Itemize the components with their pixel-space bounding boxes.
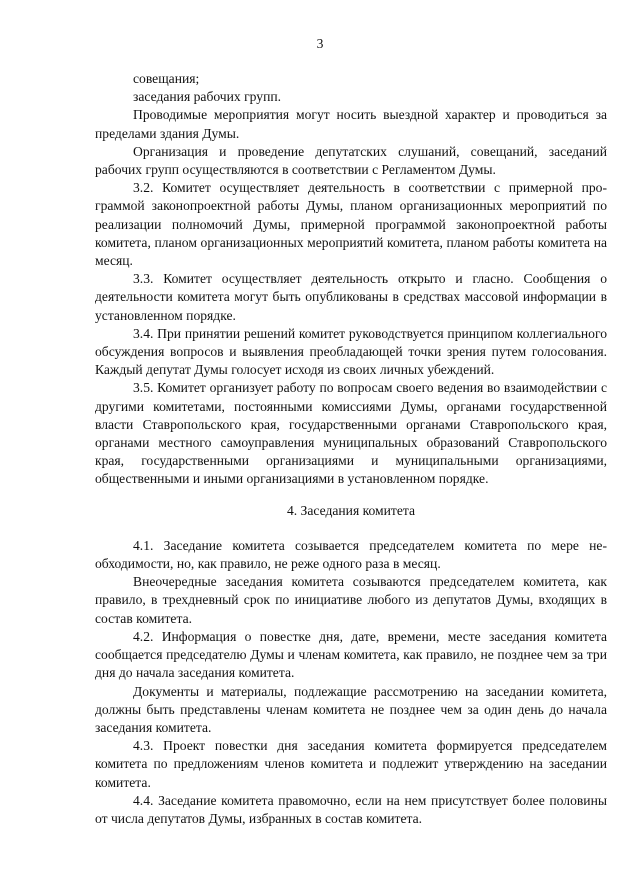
- paragraph-3-5: 3.5. Комитет организует работу по вопросам своего ведения во взаимодействии с другими комитетами, постоянными комиссиями Думы, органами государственной власти Ставропольского края, государственными органами Ставропольского края, органами местного самоуправления муниципальных образований Ставропольского края, государственными организациями и муниципальными организациями, общественными и иными организациями в установленном порядке.: [95, 380, 607, 487]
- paragraph: Организация и проведение депутатских слушаний, совещаний, заседаний рабочих групп осуществляются в соответствии с Регламентом Думы.: [95, 143, 607, 178]
- paragraph-4-3: 4.3. Проект повестки дня заседания комитета формируется председателем комитета по предложениям членов комитета и подлежит утверждению на заседании комитета.: [95, 738, 607, 790]
- paragraph-4-4: 4.4. Заседание комитета правомочно, если на нем присутствует более половины от числа депутатов Думы, избранных в состав комитета.: [95, 792, 607, 826]
- paragraph: Внеочередные заседания комитета созываются председателем комитета, как правило, в трехдневный срок по инициативе любого из депутатов Думы, входящих в состав комитета.: [95, 574, 607, 626]
- paragraph: Проводимые мероприятия могут носить выездной характер и проводиться за пределами здания Думы.: [95, 107, 607, 141]
- page-number: 3: [316, 36, 324, 51]
- paragraph-4-1: 4.1. Заседание комитета созывается председателем комитета по мере необходимости, но, как правило, не реже одного раза в месяц.: [95, 537, 607, 572]
- paragraph-3-4: 3.4. При принятии решений комитет руководствуется принципом коллегиального обсуждения вопросов и выявления преобладающей точки зрения путем голосования. Каждый депутат Думы голосует исходя из своих личных убеждений.: [95, 325, 607, 378]
- paragraph: совещания;: [133, 71, 200, 86]
- paragraph-3-3: 3.3. Комитет осуществляет деятельность открыто и гласно. Сообщения о деятельности комитета могут быть опубликованы в средствах массовой информации в установленном порядке.: [95, 271, 607, 323]
- paragraph-4-2: 4.2. Информация о повестке дня, дате, времени, месте заседания комитета сообщается председателю Думы и членам комитета, как правило, не позднее чем за три дня до начала заседания комитета.: [95, 628, 607, 681]
- paragraph: Документы и материалы, подлежащие рассмотрению на заседании комитета, должны быть представлены членам комитета не позднее чем за один день до начала заседания комитета.: [95, 683, 607, 735]
- section-heading: 4. Заседания комитета: [286, 502, 416, 518]
- document-body: [95, 70, 607, 828]
- paragraph-3-2: 3.2. Комитет осуществляет деятельность в соответствии с примерной программой законопроектной работы Думы, планом организационных мероприятий по реализации полномочий Думы, примерной программой законопроектной работы комитета, планом организационных мероприятий комитета, планом работы комитета на месяц.: [95, 180, 607, 269]
- paragraph: заседания рабочих групп.: [133, 89, 282, 105]
